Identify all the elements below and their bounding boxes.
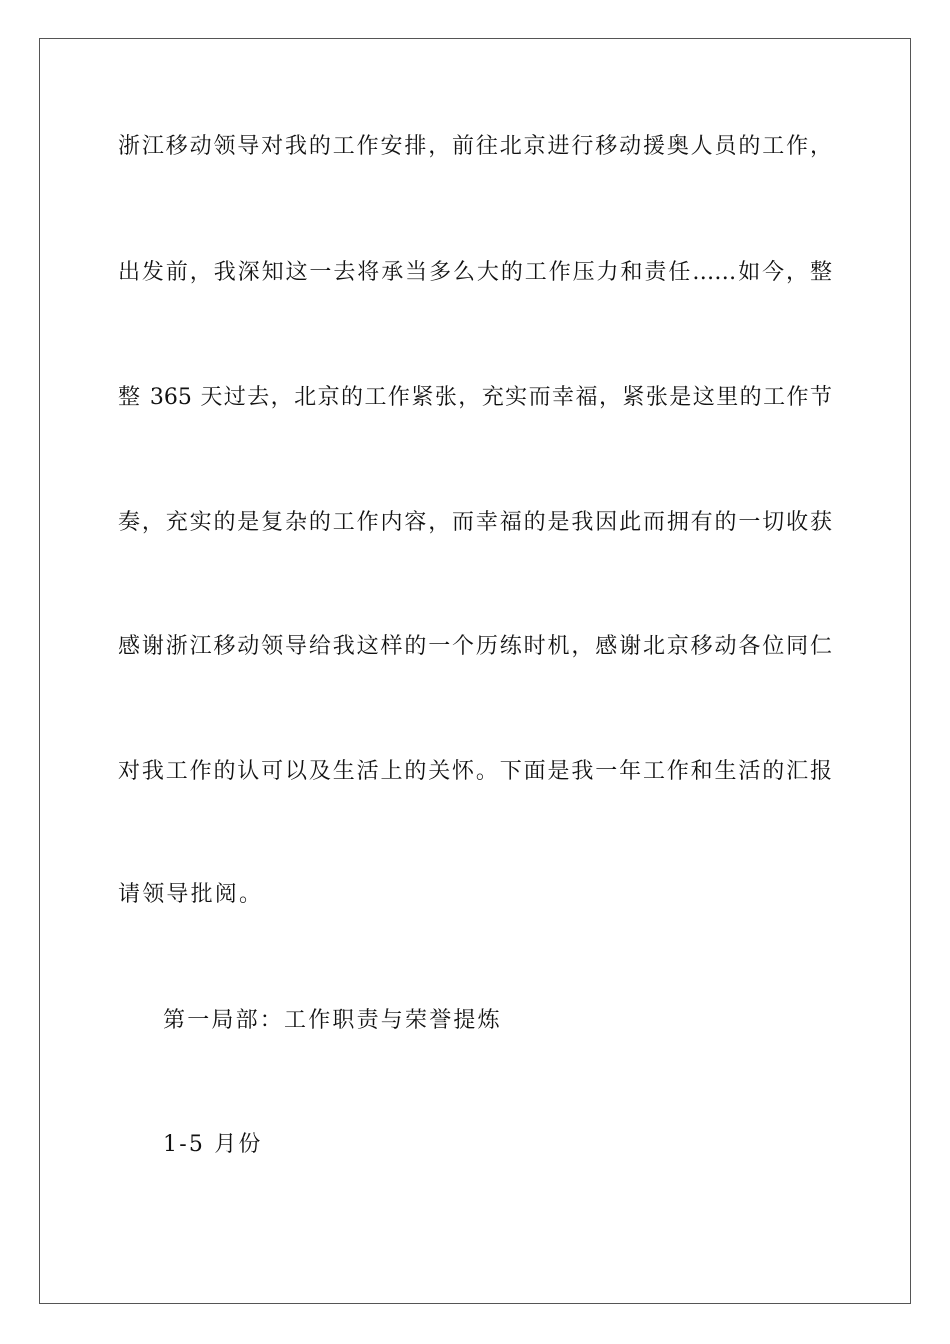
paragraph-line: 浙江移动领导对我的工作安排，前往北京进行移动援奥人员的工作， (118, 134, 832, 159)
section-heading: 第一局部：工作职责与荣誉提炼 (163, 1008, 502, 1033)
paragraph-line-last: 请领导批阅。 (118, 882, 264, 907)
page-frame (39, 38, 911, 1304)
subsection-heading: 1-5 月份 (163, 1132, 263, 1157)
paragraph-line: 奏，充实的是复杂的工作内容，而幸福的是我因此而拥有的一切收获 (118, 510, 832, 535)
paragraph-line: 整 365 天过去，北京的工作紧张，充实而幸福，紧张是这里的工作节 (118, 385, 832, 410)
paragraph-line: 对我工作的认可以及生活上的关怀。下面是我一年工作和生活的汇报 (118, 759, 832, 784)
paragraph-line: 出发前，我深知这一去将承当多么大的工作压力和责任……如今，整 (118, 260, 832, 285)
paragraph-line: 感谢浙江移动领导给我这样的一个历练时机，感谢北京移动各位同仁 (118, 634, 832, 659)
